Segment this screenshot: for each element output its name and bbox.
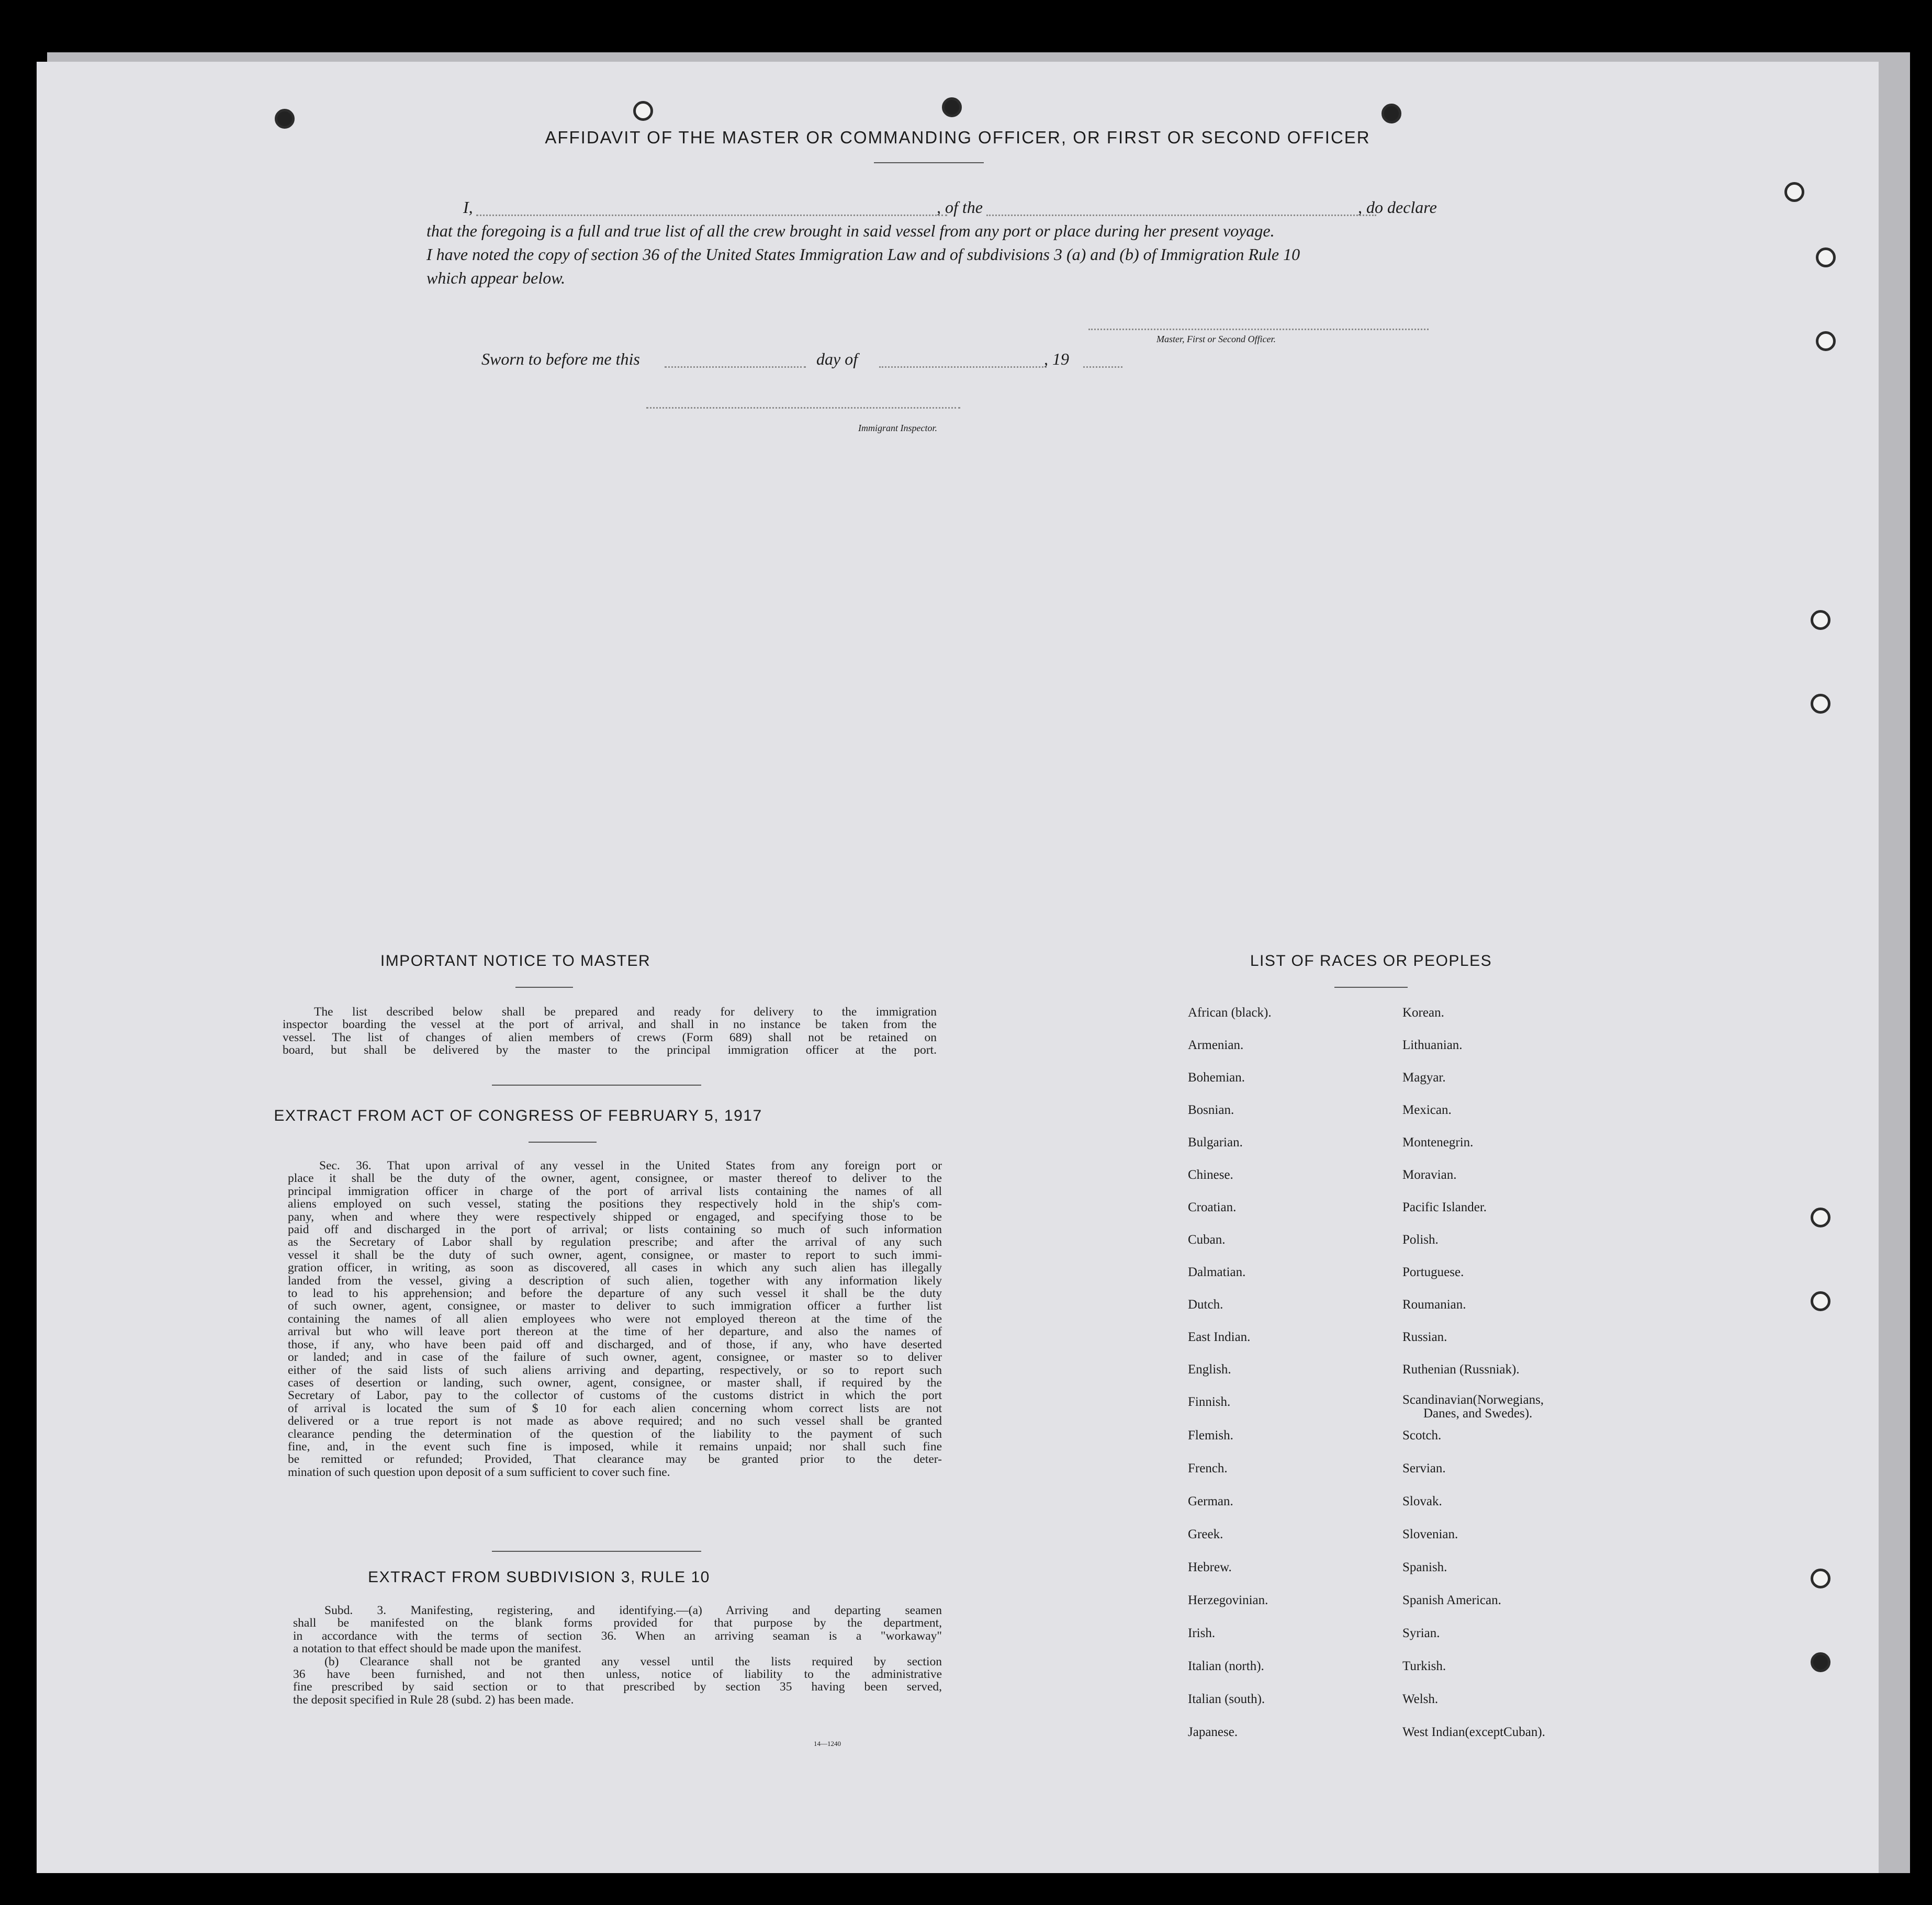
race-item: Armenian. [1188,1038,1244,1052]
race-item: Croatian. [1188,1200,1237,1214]
inspector-caption: Immigrant Inspector. [858,423,937,433]
race-item: Servian. [1402,1461,1446,1475]
declare-label: , do declare [1358,198,1437,217]
document-page [37,62,1879,1873]
sworn-day-field[interactable] [665,366,806,368]
race-item: Spanish. [1402,1560,1447,1574]
section-rule [492,1551,701,1552]
form-number: 14—1240 [814,1740,841,1748]
race-item: Lithuanian. [1402,1038,1463,1052]
rule-line: the deposit specified in Rule 28 (subd. 2) has been made. [293,1693,574,1707]
title-rule [874,162,984,163]
act-line: cases of desertion or landing, such owner, agent, consignee, or master shall, if required by the [288,1376,942,1390]
rule-paragraph [293,1604,942,1706]
notice-line: The list described below shall be prepared and ready for delivery to the immigration [314,1005,937,1019]
race-item: German. [1188,1494,1233,1508]
punch-hole [1811,1652,1830,1672]
race-item: Hebrew. [1188,1560,1232,1574]
act-line: fine, and, in the event such fine is imposed, while it remains unpaid; nor shall such fine [288,1439,942,1453]
notice-line: board, but shall be delivered by the master to the principal immigration officer at the port. [283,1043,937,1057]
act-line: place it shall be the duty of the owner, agent, consignee, or master thereof to deliver to the [288,1171,942,1186]
notice-line: inspector boarding the vessel at the port of arrival, and shall in no instance be taken from the [283,1018,937,1032]
act-line: aliens employed on such vessel, stating the positions they respectively hold in the ship's com- [288,1197,942,1211]
race-item: Moravian. [1402,1168,1457,1182]
sworn-label: Sworn to before me this [481,350,640,368]
race-item: Scotch. [1402,1428,1442,1442]
race-item-continued: Danes, and Swedes). [1423,1406,1533,1421]
notice-line: vessel. The list of changes of alien members of crews (Form 689) shall not be retained on [283,1030,937,1044]
race-item: Magyar. [1402,1070,1446,1085]
race-item: African (black). [1188,1006,1272,1020]
affidavit-text-line: that the foregoing is a full and true list of all the crew brought in said vessel from any port or place during her present voyage. [426,221,1275,240]
punch-hole [1811,1569,1830,1588]
race-item: Dutch. [1188,1298,1223,1312]
rule-line: Subd. 3. Manifesting, registering, and identifying.—(a) Arriving and departing seamen [324,1604,942,1617]
punch-hole [1811,1291,1830,1311]
race-item: Polish. [1402,1233,1439,1247]
sworn-month-field[interactable] [879,366,1047,368]
race-item: Pacific Islander. [1402,1200,1487,1214]
race-item: Finnish. [1188,1395,1231,1409]
race-item: Roumanian. [1402,1298,1466,1312]
act-line: mination of such question upon deposit of a sum sufficient to cover such fine. [288,1465,670,1479]
race-item: East Indian. [1188,1330,1251,1344]
punch-hole [275,109,295,129]
affidavit-text-line: I have noted the copy of section 36 of the United States Immigration Law and of subdivisions 3 (a) and (b) of Immigration Rule 10 [426,245,1300,264]
act-line: gration officer, in writing, as soon as discovered, all cases in which any such alien has illegally [288,1261,942,1275]
race-item: Bohemian. [1188,1070,1245,1085]
section-rule [1334,987,1408,988]
declarant-name-field[interactable] [476,215,947,216]
notice-paragraph [283,1006,937,1057]
race-item: Cuban. [1188,1233,1226,1247]
act-line: pany, when and where they were respectively shipped or engaged, and specifying those to be [288,1210,942,1224]
rule-line: 36 have been furnished, and not then unless, notice of liability to the administrative [293,1667,942,1682]
punch-hole [633,101,653,121]
race-item: Italian (north). [1188,1659,1264,1673]
act-paragraph [288,1159,942,1479]
act-line: principal immigration officer in charge of the port of arrival lists containing the names of all [288,1184,942,1198]
race-item: Korean. [1402,1006,1444,1020]
bleed-through-text [157,438,166,456]
race-item: English. [1188,1362,1231,1377]
race-item: Scandinavian(Norwegians, [1402,1393,1544,1407]
races-title: LIST OF RACES OR PEOPLES [1250,952,1492,970]
day-of-label: day of [816,350,858,368]
race-item: West Indian(exceptCuban). [1402,1725,1545,1739]
act-line: vessel it shall be the duty of such owner, agent, consignee, or master to report to such immi- [288,1248,942,1262]
affidavit-title: AFFIDAVIT OF THE MASTER OR COMMANDING OFFICER, OR FIRST OR SECOND OFFICER [545,128,1371,147]
rule-line: shall be manifested on the blank forms provided for that purpose by the department, [293,1616,942,1630]
section-rule [515,987,573,988]
vessel-label: , of the [937,198,983,217]
race-item: Flemish. [1188,1428,1233,1442]
race-item: Irish. [1188,1626,1216,1640]
notice-title: IMPORTANT NOTICE TO MASTER [380,952,651,970]
race-item: Syrian. [1402,1626,1440,1640]
race-item: Russian. [1402,1330,1447,1344]
act-title: EXTRACT FROM ACT OF CONGRESS OF FEBRUARY 5, 1917 [274,1107,762,1124]
punch-hole [1811,1208,1830,1227]
race-item: Bosnian. [1188,1103,1234,1117]
act-line: to lead to his apprehension; and before the departure of any such vessel it shall be the duty [288,1287,942,1301]
race-item: Slovak. [1402,1494,1442,1508]
officer-signature-field[interactable] [1088,329,1429,330]
punch-hole [1811,694,1830,714]
act-line: arrival but who will leave port thereon at the time of her departure, and also the names of [288,1325,942,1339]
act-line: those, if any, who have been paid off and discharged, and of those, if any, who have deserted [288,1337,942,1351]
rule-line: (b) Clearance shall not be granted any vessel until the lists required by section [324,1654,942,1669]
race-item: Spanish American. [1402,1593,1501,1607]
sworn-year-field[interactable] [1083,366,1122,368]
race-item: Greek. [1188,1527,1223,1541]
punch-hole [1381,104,1401,123]
act-line: either of the said lists of such aliens arriving and departing, respectively, or so to report such [288,1363,942,1377]
vessel-name-field[interactable] [986,215,1376,216]
race-item: Portuguese. [1402,1265,1464,1279]
punch-hole [1811,610,1830,630]
act-line: of such owner, agent, consignee, or master to deliver to such immigration officer a further list [288,1299,942,1313]
act-line: of arrival is located the sum of $ 10 for each alien concerning whom correct lists are not [288,1401,942,1415]
section-rule [492,1085,701,1086]
act-line: landed from the vessel, giving a description of such alien, together with any information likely [288,1273,942,1288]
punch-hole [1816,247,1836,267]
rule-line: in accordance with the terms of section 36. When an arriving seaman is a "workaway" [293,1629,942,1643]
year-label: , 19 [1044,350,1069,368]
inspector-signature-field[interactable] [646,407,960,409]
race-item: Chinese. [1188,1168,1233,1182]
race-item: Herzegovinian. [1188,1593,1268,1607]
punch-hole [1784,182,1804,202]
act-line: clearance pending the determination of the question of the liability to the payment of such [288,1427,942,1441]
act-line: paid off and discharged in the port of arrival; or lists containing so much of such information [288,1223,942,1237]
rule-line: a notation to that effect should be made upon the manifest. [293,1642,582,1656]
act-line: containing the names of all alien employees who were not employed thereon at the time of the [288,1312,942,1326]
race-item: Slovenian. [1402,1527,1458,1541]
race-item: Turkish. [1402,1659,1446,1673]
race-item: Ruthenian (Russniak). [1402,1362,1520,1377]
punch-hole [1816,331,1836,351]
race-item: French. [1188,1461,1228,1475]
rule-line: fine prescribed by said section or to that prescribed by section 35 having been served, [293,1680,942,1694]
race-item: Dalmatian. [1188,1265,1246,1279]
act-line: Secretary of Labor, pay to the collector of customs of the customs district in which the port [288,1389,942,1403]
declarant-label: I, [463,198,473,217]
act-line: Sec. 36. That upon arrival of any vessel in the United States from any foreign port or [319,1159,942,1173]
race-item: Mexican. [1402,1103,1452,1117]
act-line: or landed; and in case of the failure of such owner, agent, consignee, or master so to deliver [288,1350,942,1365]
punch-hole [942,97,962,117]
race-item: Bulgarian. [1188,1135,1243,1149]
race-item: Welsh. [1402,1692,1439,1706]
act-line: be remitted or refunded; Provided, That clearance may be granted prior to the deter- [288,1452,942,1467]
section-rule [529,1142,597,1143]
act-line: as the Secretary of Labor shall by regulation prescribe; and after the arrival of any such [288,1235,942,1249]
race-item: Montenegrin. [1402,1135,1474,1149]
act-line: delivered or a true report is not made as above required; and no such vessel shall be granted [288,1414,942,1428]
rule-title: EXTRACT FROM SUBDIVISION 3, RULE 10 [368,1569,710,1586]
officer-caption: Master, First or Second Officer. [1156,334,1276,344]
race-item: Japanese. [1188,1725,1238,1739]
race-item: Italian (south). [1188,1692,1265,1706]
affidavit-text-line: which appear below. [426,268,566,287]
